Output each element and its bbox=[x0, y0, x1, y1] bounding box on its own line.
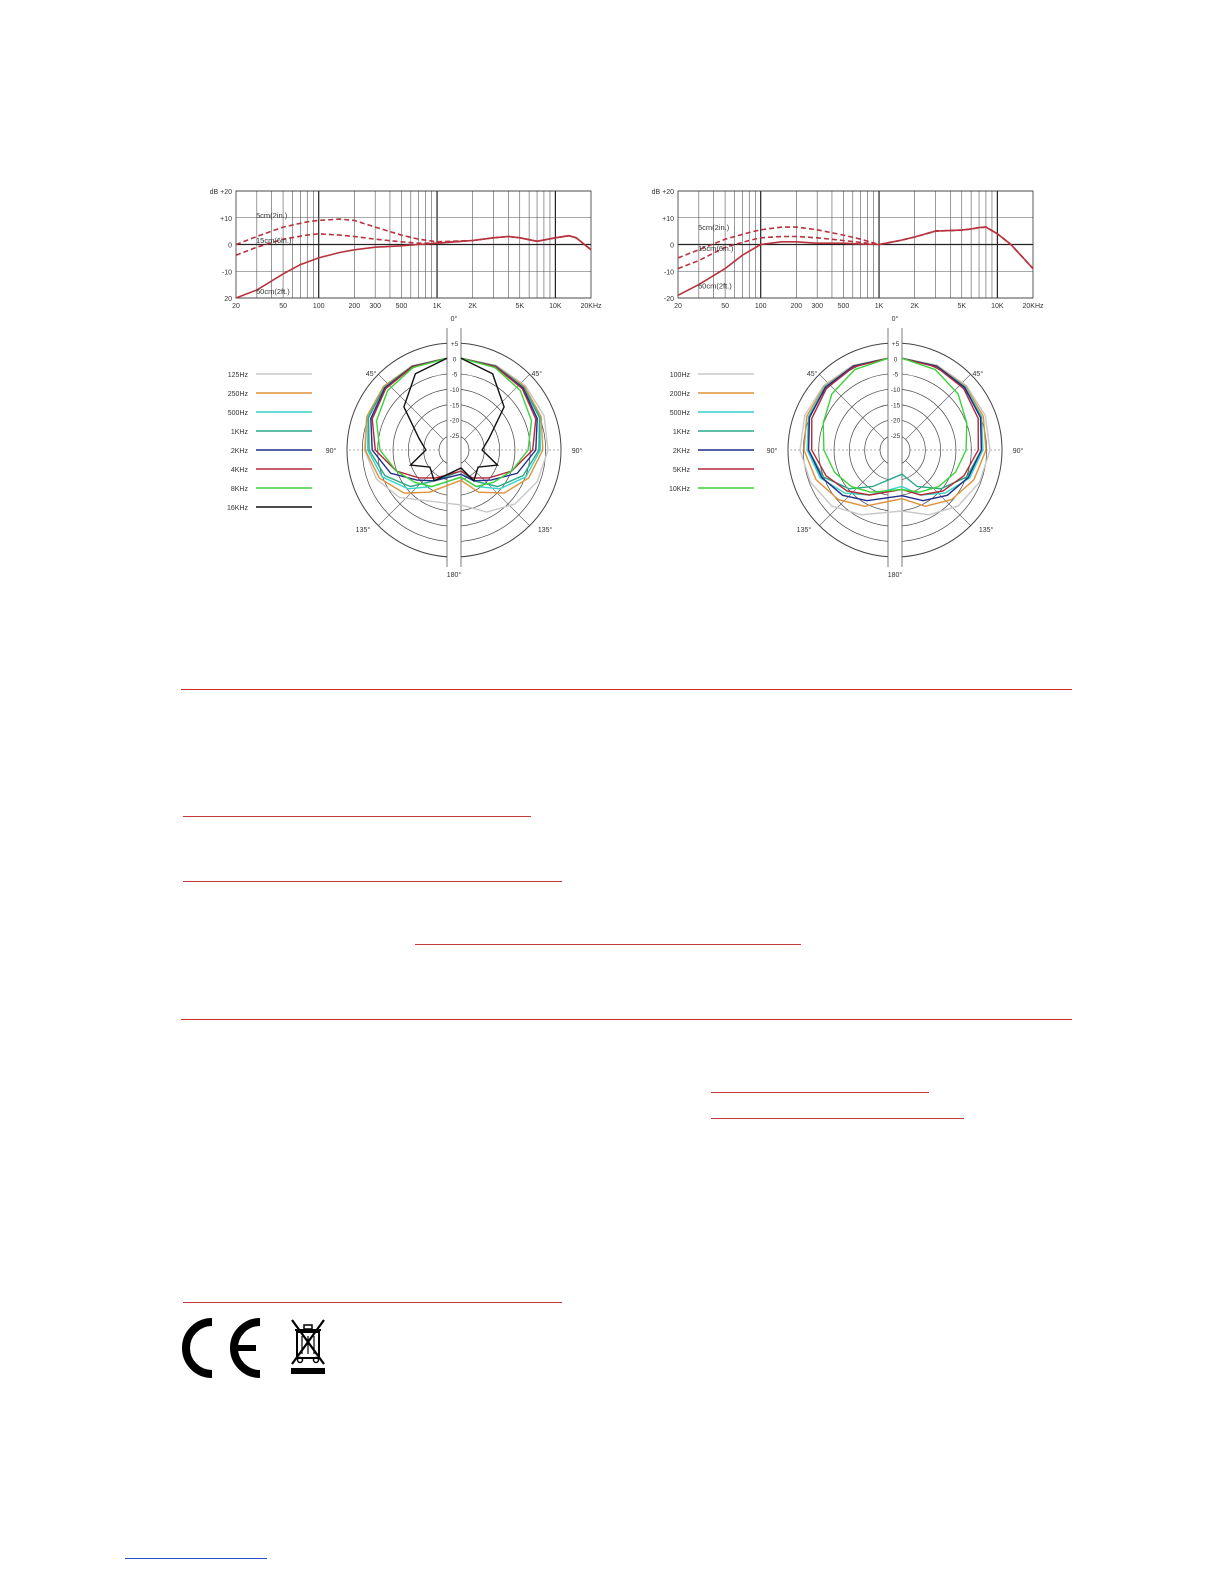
radial-tick-label: -5 bbox=[892, 371, 899, 379]
series-label: 15cm(6in.) bbox=[256, 236, 292, 246]
x-tick-label: 300 bbox=[369, 303, 382, 310]
x-tick-label: 200 bbox=[348, 303, 361, 310]
x-tick-label: 200 bbox=[790, 303, 803, 310]
legend-label: 16KHz bbox=[226, 505, 248, 512]
legend-label: 4KHz bbox=[230, 467, 248, 474]
radial-tick-label: -15 bbox=[890, 402, 901, 410]
x-tick-label: 20 bbox=[232, 303, 240, 310]
frequency-response-chart-2 bbox=[652, 189, 1044, 310]
angle-label: 180° bbox=[887, 572, 903, 579]
radial-tick-label: 0 bbox=[452, 356, 457, 364]
x-tick-label: 20 bbox=[674, 303, 682, 310]
angle-label: 135° bbox=[537, 527, 553, 535]
legend-label: 8KHz bbox=[230, 486, 248, 493]
angle-label: 180° bbox=[446, 572, 462, 579]
x-tick-label: 5K bbox=[957, 303, 967, 310]
ce-mark-icon bbox=[182, 1318, 272, 1378]
radial-tick-label: +5 bbox=[450, 341, 459, 348]
radial-tick-label: +5 bbox=[891, 341, 900, 348]
x-tick-label: 100 bbox=[312, 303, 325, 310]
x-tick-label: 2K bbox=[910, 303, 919, 310]
legend-label: 10KHz bbox=[668, 486, 690, 493]
legend-label: 125Hz bbox=[227, 372, 248, 379]
angle-label: 0° bbox=[450, 316, 458, 323]
angle-label: 45° bbox=[972, 371, 984, 379]
angle-label: 45° bbox=[365, 371, 377, 379]
legend-label: 250Hz bbox=[227, 391, 248, 398]
center-gap bbox=[447, 328, 461, 567]
radial-tick-label: -25 bbox=[449, 433, 460, 441]
series-label: 5cm(2in.) bbox=[698, 223, 730, 233]
section-rule-top bbox=[181, 689, 1072, 690]
y-tick-label: +10 bbox=[662, 215, 674, 223]
x-tick-label: 10K bbox=[991, 303, 1004, 310]
radial-tick-label: -25 bbox=[890, 433, 901, 441]
angle-label: 90° bbox=[571, 448, 583, 455]
x-tick-label: 2K bbox=[468, 303, 477, 310]
series-label: 60cm(2ft.) bbox=[698, 281, 732, 291]
underlined-link-1[interactable] bbox=[183, 816, 531, 817]
y-tick-label: dB +20 bbox=[209, 189, 232, 196]
y-tick-label: +10 bbox=[220, 215, 232, 223]
y-tick-label: -20 bbox=[663, 296, 674, 303]
x-tick-label: 1K bbox=[432, 303, 442, 310]
angle-label: 90° bbox=[766, 448, 778, 455]
legend-label: 1KHz bbox=[672, 429, 690, 436]
weee-crossed-bin-icon bbox=[288, 1318, 328, 1376]
x-tick-label: 50 bbox=[279, 303, 287, 310]
legend-label: 200Hz bbox=[669, 391, 690, 398]
polar-pattern-chart-3 bbox=[227, 315, 583, 579]
x-tick-label: 100 bbox=[754, 303, 767, 310]
x-tick-label: 500 bbox=[837, 303, 850, 310]
radial-tick-label: -20 bbox=[449, 417, 460, 425]
radial-tick-label: -10 bbox=[449, 387, 460, 395]
y-tick-label: 20 bbox=[224, 296, 232, 303]
angle-label: 135° bbox=[796, 527, 812, 535]
radial-tick-label: -15 bbox=[449, 402, 460, 410]
compliance-logos bbox=[182, 1318, 332, 1378]
legend-label: 100Hz bbox=[669, 372, 690, 379]
x-tick-label: 20KHz bbox=[580, 303, 602, 310]
x-tick-label: 300 bbox=[811, 303, 824, 310]
polar-pattern-chart-4 bbox=[669, 315, 1024, 579]
x-tick-label: 500 bbox=[395, 303, 408, 310]
angle-label: 135° bbox=[978, 527, 994, 535]
radial-tick-label: -5 bbox=[451, 371, 458, 379]
radial-tick-label: 0 bbox=[893, 356, 898, 364]
series-label: 5cm(2in.) bbox=[256, 211, 288, 221]
angle-label: 45° bbox=[806, 371, 818, 379]
series-label: 60cm(2ft.) bbox=[256, 286, 290, 296]
center-gap bbox=[888, 328, 902, 567]
angle-label: 90° bbox=[325, 448, 337, 455]
underlined-link-4[interactable] bbox=[711, 1092, 929, 1093]
radial-tick-label: -10 bbox=[890, 387, 901, 395]
legend-label: 2KHz bbox=[230, 448, 248, 455]
section-rule-bottom bbox=[181, 1019, 1072, 1020]
angle-label: 135° bbox=[355, 527, 371, 535]
charts-area bbox=[0, 0, 1224, 620]
underlined-link-2[interactable] bbox=[183, 881, 562, 882]
underlined-link-5[interactable] bbox=[711, 1118, 964, 1119]
y-tick-label: 0 bbox=[228, 242, 232, 250]
y-tick-label: 0 bbox=[670, 242, 674, 250]
x-tick-label: 1K bbox=[874, 303, 884, 310]
legend-label: 5KHz bbox=[672, 467, 690, 474]
angle-label: 45° bbox=[531, 371, 543, 379]
angle-label: 90° bbox=[1012, 448, 1024, 455]
angle-label: 0° bbox=[891, 316, 899, 323]
x-tick-label: 20KHz bbox=[1022, 303, 1044, 310]
legend-label: 1KHz bbox=[230, 429, 248, 436]
y-tick-label: -10 bbox=[221, 269, 232, 277]
footer-link[interactable] bbox=[125, 1558, 267, 1559]
legend-label: 500Hz bbox=[227, 410, 248, 417]
radial-tick-label: -20 bbox=[890, 417, 901, 425]
series-label: 15cm(6in.) bbox=[698, 244, 734, 254]
legend-label: 500Hz bbox=[669, 410, 690, 417]
legend-label: 2KHz bbox=[672, 448, 690, 455]
underlined-link-3[interactable] bbox=[415, 944, 801, 945]
x-tick-label: 5K bbox=[515, 303, 525, 310]
y-tick-label: -10 bbox=[663, 269, 674, 277]
frequency-response-chart-1 bbox=[210, 189, 602, 310]
y-tick-label: dB +20 bbox=[651, 189, 674, 196]
x-tick-label: 50 bbox=[721, 303, 729, 310]
underlined-link-6[interactable] bbox=[183, 1302, 562, 1303]
x-tick-label: 10K bbox=[549, 303, 562, 310]
